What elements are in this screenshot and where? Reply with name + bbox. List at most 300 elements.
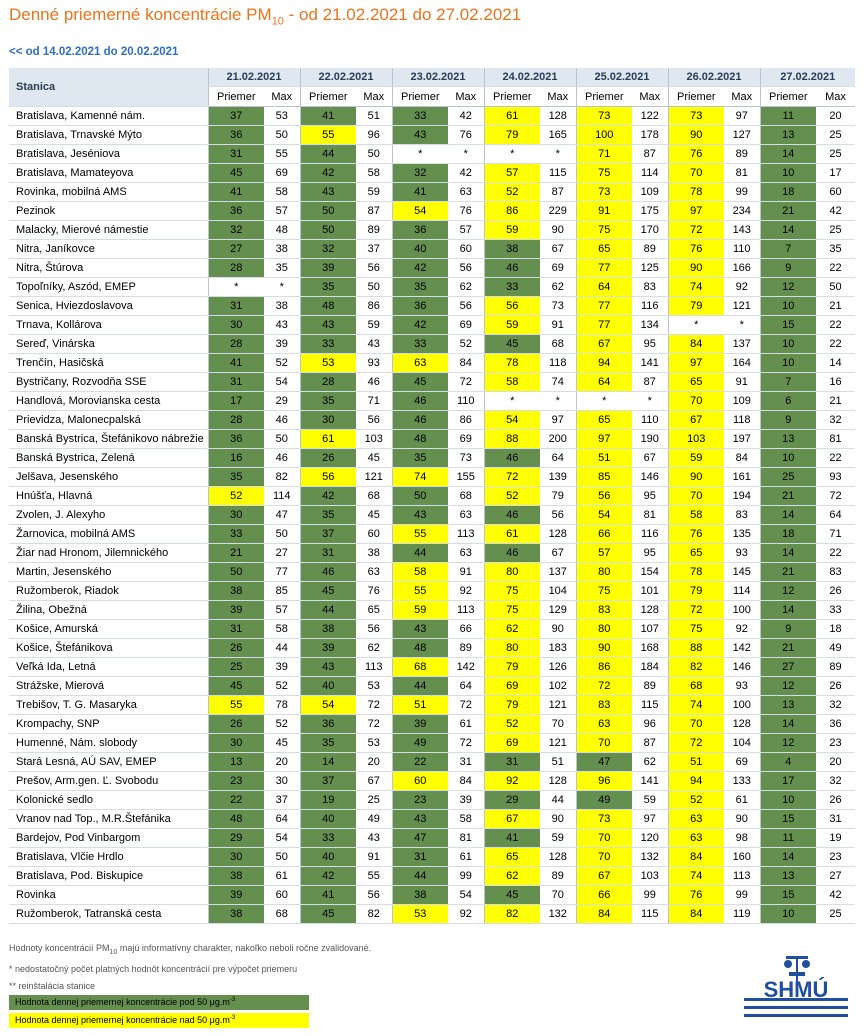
daily-average-cell: 36 xyxy=(208,202,264,221)
daily-average-cell: 10 xyxy=(760,791,816,810)
daily-average-cell: 63 xyxy=(392,354,448,373)
daily-max-cell: 50 xyxy=(356,278,392,297)
station-name: Ružomberok, Riadok xyxy=(9,582,208,601)
daily-average-cell: 30 xyxy=(208,848,264,867)
table-row xyxy=(9,810,855,829)
daily-average-cell: 50 xyxy=(300,221,356,240)
table-row xyxy=(9,829,855,848)
daily-average-cell: 10 xyxy=(760,449,816,468)
station-name: Trenčín, Hasičská xyxy=(9,354,208,373)
table-row xyxy=(9,563,855,582)
legend-below-50: Hodnota dennej priemernej koncentrácie pod 50 $\mu g.m^{-3}$ xyxy=(9,995,309,1010)
daily-max-cell: 25 xyxy=(816,221,855,240)
daily-max-cell: 39 xyxy=(264,335,300,354)
daily-average-cell: 75 xyxy=(668,620,724,639)
daily-average-cell: 46 xyxy=(484,544,540,563)
daily-average-cell: 48 xyxy=(392,639,448,658)
daily-max-cell: 55 xyxy=(264,145,300,164)
daily-max-cell: 52 xyxy=(264,354,300,373)
daily-average-cell: 74 xyxy=(668,278,724,297)
daily-average-cell: 11 xyxy=(760,107,816,126)
daily-average-cell: 26 xyxy=(208,715,264,734)
daily-average-cell: 65 xyxy=(576,240,632,259)
daily-max-cell: 113 xyxy=(448,601,484,620)
daily-max-cell: 42 xyxy=(448,107,484,126)
daily-max-cell: 89 xyxy=(356,221,392,240)
priemer-header: Priemer xyxy=(484,87,540,107)
daily-average-cell: 32 xyxy=(300,240,356,259)
daily-average-cell: 70 xyxy=(668,392,724,411)
daily-average-cell: 54 xyxy=(576,506,632,525)
daily-max-cell: 44 xyxy=(264,639,300,658)
daily-average-cell: 33 xyxy=(300,829,356,848)
table-row xyxy=(9,639,855,658)
daily-average-cell: 52 xyxy=(484,715,540,734)
daily-max-cell: 87 xyxy=(632,734,668,753)
daily-max-cell: 128 xyxy=(540,107,576,126)
daily-average-cell: 52 xyxy=(484,487,540,506)
daily-max-cell: 60 xyxy=(264,886,300,905)
daily-average-cell: 29 xyxy=(208,829,264,848)
daily-max-cell: 53 xyxy=(264,107,300,126)
daily-average-cell: 45 xyxy=(300,905,356,924)
daily-max-cell: 70 xyxy=(540,886,576,905)
daily-max-cell: 72 xyxy=(356,696,392,715)
previous-week-link[interactable]: << od 14.02.2021 do 20.02.2021 xyxy=(9,46,179,58)
daily-max-cell: 32 xyxy=(816,772,855,791)
daily-max-cell: 31 xyxy=(448,753,484,772)
station-name: Bratislava, Kamenné nám. xyxy=(9,107,208,126)
max-header: Max xyxy=(356,87,392,107)
daily-average-cell: 39 xyxy=(300,259,356,278)
daily-max-cell: 122 xyxy=(632,107,668,126)
daily-average-cell: 54 xyxy=(300,696,356,715)
daily-max-cell: 50 xyxy=(356,145,392,164)
daily-max-cell: 115 xyxy=(632,696,668,715)
date-header: 27.02.2021 xyxy=(760,68,855,87)
station-name: Banská Bystrica, Zelená xyxy=(9,449,208,468)
daily-max-cell: 200 xyxy=(540,430,576,449)
daily-average-cell: 41 xyxy=(208,183,264,202)
daily-average-cell: 36 xyxy=(392,221,448,240)
daily-average-cell: 77 xyxy=(576,297,632,316)
date-header: 21.02.2021 xyxy=(208,68,300,87)
table-row xyxy=(9,734,855,753)
daily-average-cell: 47 xyxy=(576,753,632,772)
table-row xyxy=(9,696,855,715)
daily-average-cell: 92 xyxy=(484,772,540,791)
daily-max-cell: 125 xyxy=(632,259,668,278)
daily-max-cell: 128 xyxy=(724,715,760,734)
daily-max-cell: 76 xyxy=(356,582,392,601)
daily-max-cell: 50 xyxy=(264,126,300,145)
daily-average-cell: 42 xyxy=(300,867,356,886)
priemer-header: Priemer xyxy=(300,87,356,107)
daily-average-cell: 40 xyxy=(300,848,356,867)
daily-max-cell: 98 xyxy=(724,829,760,848)
daily-average-cell: 32 xyxy=(392,164,448,183)
daily-average-cell: 56 xyxy=(484,297,540,316)
daily-max-cell: 72 xyxy=(816,487,855,506)
daily-average-cell: 75 xyxy=(484,582,540,601)
daily-average-cell: 35 xyxy=(208,468,264,487)
daily-average-cell: 50 xyxy=(300,202,356,221)
daily-average-cell: 97 xyxy=(668,354,724,373)
daily-max-cell: 38 xyxy=(264,240,300,259)
daily-average-cell: 32 xyxy=(208,221,264,240)
daily-average-cell: 16 xyxy=(208,449,264,468)
daily-max-cell: 183 xyxy=(540,639,576,658)
daily-max-cell: 146 xyxy=(632,468,668,487)
daily-average-cell: 97 xyxy=(668,202,724,221)
daily-average-cell: 6 xyxy=(760,392,816,411)
daily-average-cell: 17 xyxy=(760,772,816,791)
daily-average-cell: 90 xyxy=(668,259,724,278)
daily-max-cell: 84 xyxy=(448,772,484,791)
daily-max-cell: 128 xyxy=(632,601,668,620)
daily-max-cell: 83 xyxy=(632,278,668,297)
daily-average-cell: 78 xyxy=(668,183,724,202)
daily-max-cell: 145 xyxy=(724,563,760,582)
daily-average-cell: 68 xyxy=(668,677,724,696)
table-row xyxy=(9,848,855,867)
logo-text: SHMÚ xyxy=(763,977,829,1002)
daily-max-cell: * xyxy=(724,316,760,335)
daily-average-cell: 12 xyxy=(760,677,816,696)
daily-max-cell: 22 xyxy=(816,259,855,278)
daily-max-cell: 64 xyxy=(264,810,300,829)
daily-average-cell: 38 xyxy=(300,620,356,639)
daily-average-cell: 41 xyxy=(484,829,540,848)
daily-max-cell: 116 xyxy=(632,525,668,544)
daily-average-cell: 75 xyxy=(484,601,540,620)
daily-average-cell: 76 xyxy=(668,240,724,259)
station-name: Hnúšťa, Hlavná xyxy=(9,487,208,506)
daily-max-cell: 82 xyxy=(264,468,300,487)
daily-max-cell: 46 xyxy=(264,449,300,468)
daily-max-cell: 50 xyxy=(264,430,300,449)
daily-max-cell: 141 xyxy=(632,354,668,373)
table-row xyxy=(9,354,855,373)
daily-average-cell: 37 xyxy=(300,525,356,544)
daily-max-cell: * xyxy=(540,392,576,411)
daily-average-cell: 74 xyxy=(392,468,448,487)
daily-max-cell: 72 xyxy=(356,715,392,734)
daily-average-cell: 43 xyxy=(392,810,448,829)
daily-max-cell: 84 xyxy=(724,449,760,468)
daily-max-cell: 81 xyxy=(816,430,855,449)
daily-max-cell: 121 xyxy=(540,734,576,753)
daily-max-cell: 43 xyxy=(356,335,392,354)
daily-average-cell: 21 xyxy=(760,563,816,582)
daily-max-cell: 97 xyxy=(540,411,576,430)
daily-max-cell: 89 xyxy=(816,658,855,677)
table-row xyxy=(9,753,855,772)
daily-max-cell: 55 xyxy=(356,867,392,886)
daily-average-cell: 33 xyxy=(208,525,264,544)
daily-max-cell: 84 xyxy=(448,354,484,373)
daily-max-cell: 92 xyxy=(448,905,484,924)
daily-max-cell: 57 xyxy=(264,601,300,620)
daily-max-cell: 77 xyxy=(264,563,300,582)
daily-max-cell: 60 xyxy=(448,240,484,259)
daily-max-cell: 62 xyxy=(540,278,576,297)
priemer-header: Priemer xyxy=(668,87,724,107)
daily-average-cell: 58 xyxy=(668,506,724,525)
station-name: Martin, Jesenského xyxy=(9,563,208,582)
station-name: Stará Lesná, AÚ SAV, EMEP xyxy=(9,753,208,772)
daily-max-cell: 141 xyxy=(632,772,668,791)
daily-max-cell: 42 xyxy=(816,202,855,221)
station-name: Žiar nad Hronom, Jilemnického xyxy=(9,544,208,563)
daily-max-cell: 17 xyxy=(816,164,855,183)
daily-average-cell: 44 xyxy=(392,677,448,696)
daily-average-cell: 67 xyxy=(668,411,724,430)
daily-average-cell: 33 xyxy=(392,335,448,354)
daily-max-cell: 20 xyxy=(356,753,392,772)
daily-average-cell: 76 xyxy=(668,525,724,544)
daily-average-cell: 14 xyxy=(760,145,816,164)
page-title: Denné priemerné koncentrácie $PM_{10}$ - od 21.02.2021 do 27.02.2021 xyxy=(9,5,522,28)
daily-average-cell: 80 xyxy=(484,639,540,658)
station-name: Zvolen, J. Alexyho xyxy=(9,506,208,525)
daily-average-cell: 30 xyxy=(300,411,356,430)
daily-average-cell: 31 xyxy=(392,848,448,867)
daily-max-cell: 45 xyxy=(264,734,300,753)
daily-average-cell: 94 xyxy=(576,354,632,373)
daily-average-cell: * xyxy=(484,392,540,411)
daily-average-cell: 29 xyxy=(484,791,540,810)
daily-average-cell: 13 xyxy=(760,430,816,449)
daily-average-cell: 50 xyxy=(392,487,448,506)
daily-average-cell: 14 xyxy=(300,753,356,772)
daily-max-cell: 58 xyxy=(356,164,392,183)
daily-average-cell: 84 xyxy=(668,335,724,354)
daily-average-cell: 40 xyxy=(392,240,448,259)
daily-max-cell: 86 xyxy=(448,411,484,430)
daily-max-cell: 59 xyxy=(632,791,668,810)
daily-average-cell: 41 xyxy=(300,107,356,126)
daily-average-cell: 76 xyxy=(668,145,724,164)
daily-max-cell: 67 xyxy=(632,449,668,468)
daily-average-cell: 36 xyxy=(300,715,356,734)
daily-average-cell: 96 xyxy=(576,772,632,791)
daily-max-cell: 134 xyxy=(632,316,668,335)
daily-average-cell: 51 xyxy=(668,753,724,772)
daily-max-cell: 67 xyxy=(540,544,576,563)
daily-max-cell: 85 xyxy=(264,582,300,601)
daily-max-cell: 99 xyxy=(632,886,668,905)
daily-average-cell: 35 xyxy=(392,278,448,297)
daily-average-cell: 33 xyxy=(300,335,356,354)
daily-max-cell: 83 xyxy=(724,506,760,525)
daily-average-cell: 90 xyxy=(668,126,724,145)
daily-average-cell: 31 xyxy=(208,297,264,316)
daily-average-cell: 7 xyxy=(760,373,816,392)
table-row xyxy=(9,240,855,259)
daily-average-cell: 13 xyxy=(760,126,816,145)
daily-max-cell: 91 xyxy=(724,373,760,392)
daily-max-cell: 90 xyxy=(540,620,576,639)
table-row xyxy=(9,620,855,639)
table-row xyxy=(9,601,855,620)
daily-max-cell: 65 xyxy=(356,601,392,620)
daily-average-cell: 79 xyxy=(484,126,540,145)
daily-average-cell: 12 xyxy=(760,582,816,601)
daily-max-cell: 115 xyxy=(540,164,576,183)
daily-average-cell: 18 xyxy=(760,525,816,544)
table-row xyxy=(9,221,855,240)
daily-average-cell: 26 xyxy=(300,449,356,468)
daily-average-cell: 91 xyxy=(576,202,632,221)
daily-max-cell: 234 xyxy=(724,202,760,221)
daily-max-cell: 38 xyxy=(264,297,300,316)
daily-average-cell: 23 xyxy=(208,772,264,791)
daily-max-cell: 110 xyxy=(724,240,760,259)
daily-average-cell: 12 xyxy=(760,278,816,297)
priemer-header: Priemer xyxy=(208,87,264,107)
daily-average-cell: 65 xyxy=(668,544,724,563)
table-row xyxy=(9,164,855,183)
station-name: Jelšava, Jesenského xyxy=(9,468,208,487)
daily-average-cell: 66 xyxy=(576,525,632,544)
daily-max-cell: 60 xyxy=(816,183,855,202)
station-name: Trebišov, T. G. Masaryka xyxy=(9,696,208,715)
daily-max-cell: 51 xyxy=(356,107,392,126)
daily-average-cell: 41 xyxy=(300,886,356,905)
daily-max-cell: 89 xyxy=(632,677,668,696)
daily-max-cell: 69 xyxy=(540,259,576,278)
daily-max-cell: 93 xyxy=(724,677,760,696)
table-row xyxy=(9,544,855,563)
table-row xyxy=(9,658,855,677)
daily-max-cell: 168 xyxy=(632,639,668,658)
daily-average-cell: 14 xyxy=(760,506,816,525)
daily-max-cell: 61 xyxy=(448,848,484,867)
daily-max-cell: 165 xyxy=(540,126,576,145)
daily-average-cell: 39 xyxy=(208,601,264,620)
daily-max-cell: 87 xyxy=(540,183,576,202)
daily-average-cell: 14 xyxy=(760,544,816,563)
station-name: Bratislava, Jeséniova xyxy=(9,145,208,164)
daily-max-cell: 35 xyxy=(264,259,300,278)
daily-max-cell: 69 xyxy=(264,164,300,183)
daily-average-cell: 37 xyxy=(208,107,264,126)
daily-average-cell: 84 xyxy=(576,905,632,924)
daily-average-cell: 70 xyxy=(576,848,632,867)
daily-max-cell: 66 xyxy=(448,620,484,639)
daily-average-cell: 59 xyxy=(668,449,724,468)
daily-average-cell: 49 xyxy=(392,734,448,753)
daily-average-cell: 62 xyxy=(484,620,540,639)
daily-average-cell: 73 xyxy=(576,810,632,829)
station-name: Žilina, Obežná xyxy=(9,601,208,620)
daily-average-cell: 68 xyxy=(392,658,448,677)
daily-average-cell: 33 xyxy=(392,107,448,126)
daily-average-cell: 79 xyxy=(484,658,540,677)
date-header: 22.02.2021 xyxy=(300,68,392,87)
station-name: Ružomberok, Tatranská cesta xyxy=(9,905,208,924)
daily-max-cell: 63 xyxy=(448,183,484,202)
daily-max-cell: 81 xyxy=(632,506,668,525)
daily-average-cell: 28 xyxy=(208,335,264,354)
daily-max-cell: 93 xyxy=(724,544,760,563)
daily-average-cell: 21 xyxy=(760,639,816,658)
daily-max-cell: 128 xyxy=(540,525,576,544)
daily-max-cell: 56 xyxy=(356,259,392,278)
daily-average-cell: 84 xyxy=(668,848,724,867)
daily-average-cell: 73 xyxy=(668,107,724,126)
daily-max-cell: 27 xyxy=(264,544,300,563)
daily-max-cell: 114 xyxy=(632,164,668,183)
station-name: Prievidza, Malonecpalská xyxy=(9,411,208,430)
daily-max-cell: * xyxy=(264,278,300,297)
table-row xyxy=(9,905,855,924)
daily-max-cell: 61 xyxy=(448,715,484,734)
daily-average-cell: 55 xyxy=(392,525,448,544)
daily-average-cell: * xyxy=(392,145,448,164)
daily-average-cell: 46 xyxy=(300,563,356,582)
daily-max-cell: 161 xyxy=(724,468,760,487)
daily-max-cell: 81 xyxy=(724,164,760,183)
daily-average-cell: 13 xyxy=(208,753,264,772)
daily-average-cell: 9 xyxy=(760,411,816,430)
daily-max-cell: 25 xyxy=(816,145,855,164)
daily-max-cell: 155 xyxy=(448,468,484,487)
daily-max-cell: 62 xyxy=(356,639,392,658)
daily-average-cell: 83 xyxy=(576,601,632,620)
daily-average-cell: 72 xyxy=(668,734,724,753)
table-row xyxy=(9,791,855,810)
daily-average-cell: 45 xyxy=(392,373,448,392)
daily-max-cell: 37 xyxy=(356,240,392,259)
date-header: 24.02.2021 xyxy=(484,68,576,87)
daily-average-cell: 90 xyxy=(668,468,724,487)
daily-max-cell: 91 xyxy=(356,848,392,867)
max-header: Max xyxy=(724,87,760,107)
daily-average-cell: 31 xyxy=(208,373,264,392)
daily-max-cell: 166 xyxy=(724,259,760,278)
max-header: Max xyxy=(632,87,668,107)
daily-average-cell: 70 xyxy=(668,487,724,506)
daily-max-cell: 46 xyxy=(356,373,392,392)
daily-max-cell: 194 xyxy=(724,487,760,506)
daily-max-cell: 110 xyxy=(632,411,668,430)
daily-max-cell: 21 xyxy=(816,392,855,411)
daily-max-cell: 71 xyxy=(356,392,392,411)
station-name: Rovinka, mobilná AMS xyxy=(9,183,208,202)
daily-max-cell: 137 xyxy=(540,563,576,582)
daily-average-cell: 36 xyxy=(208,126,264,145)
daily-average-cell: 39 xyxy=(208,886,264,905)
daily-max-cell: 103 xyxy=(632,867,668,886)
daily-average-cell: 83 xyxy=(576,696,632,715)
daily-average-cell: 80 xyxy=(484,563,540,582)
daily-average-cell: 26 xyxy=(208,639,264,658)
priemer-header: Priemer xyxy=(392,87,448,107)
table-row xyxy=(9,468,855,487)
daily-average-cell: 15 xyxy=(760,316,816,335)
daily-average-cell: 39 xyxy=(392,715,448,734)
legend-above-50: Hodnota dennej priemernej koncentrácie nad 50 $\mu g.m^{-3}$ xyxy=(9,1013,309,1028)
daily-average-cell: 9 xyxy=(760,620,816,639)
daily-max-cell: 197 xyxy=(724,430,760,449)
daily-average-cell: 43 xyxy=(300,183,356,202)
daily-max-cell: 20 xyxy=(816,753,855,772)
daily-average-cell: 14 xyxy=(760,221,816,240)
daily-max-cell: 164 xyxy=(724,354,760,373)
daily-max-cell: 26 xyxy=(816,582,855,601)
